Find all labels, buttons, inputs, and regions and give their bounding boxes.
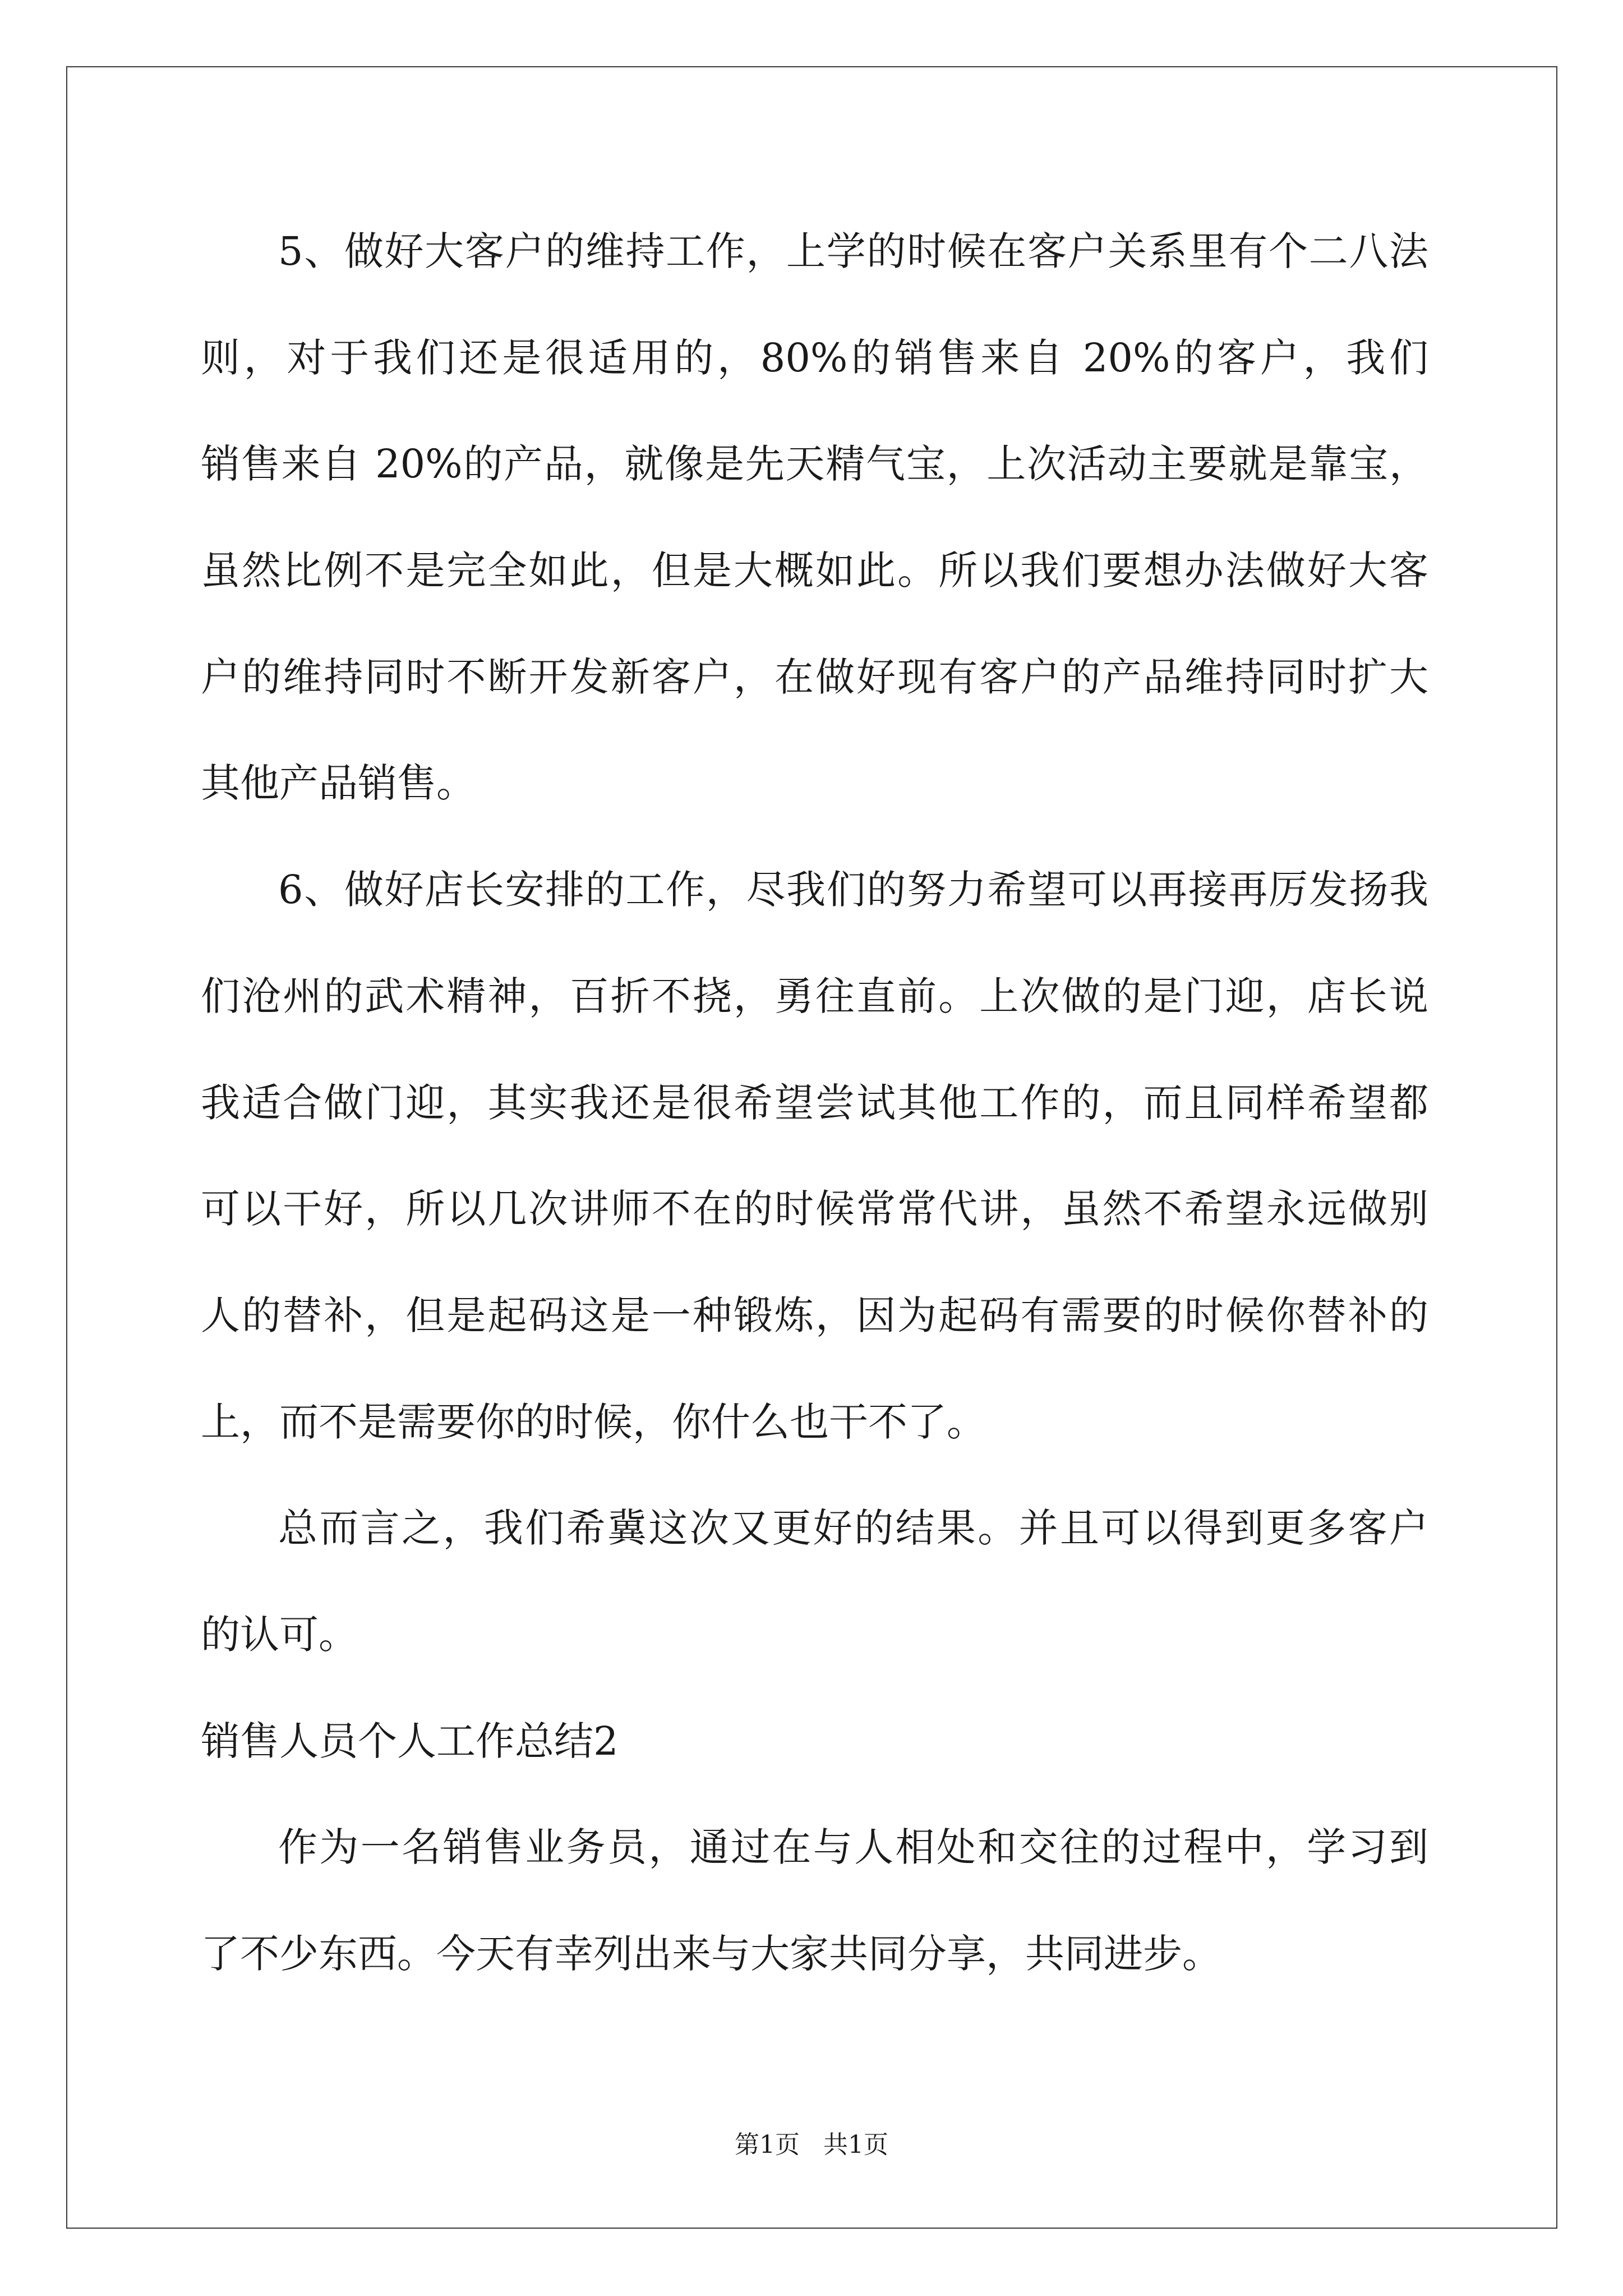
paragraph-line: 我适合做门迎，其实我还是很希望尝试其他工作的，而且同样希望都: [201, 1079, 1428, 1126]
paragraph-line: 了不少东西。今天有幸列出来与大家共同分享，共同进步。: [201, 1931, 1221, 1977]
paragraph-line: 作为一名销售业务员，通过在与人相处和交往的过程中，学习到: [278, 1824, 1428, 1871]
paragraph-line: 上，而不是需要你的时候，你什么也干不了。: [201, 1398, 986, 1445]
paragraph-line: 们沧州的武术精神，百折不挠，勇往直前。上次做的是门迎，店长说: [201, 973, 1428, 1019]
paragraph-line: 其他产品销售。: [201, 760, 476, 807]
paragraph-line: 6、做好店长安排的工作，尽我们的努力希望可以再接再厉发扬我: [278, 867, 1428, 913]
paragraph-line: 5、做好大客户的维持工作，上学的时候在客户关系里有个二八法: [278, 228, 1428, 274]
paragraph-line: 则，对于我们还是很适用的，80%的销售来自 20%的客户，我们: [201, 334, 1428, 381]
page-footer: 第1页 共1页: [735, 2131, 888, 2159]
paragraph-line: 人的替补，但是起码这是一种锻炼，因为起码有需要的时候你替补的: [201, 1292, 1428, 1338]
paragraph-line: 虽然比例不是完全如此，但是大概如此。所以我们要想办法做好大客: [201, 547, 1428, 594]
document-body: [201, 199, 1428, 2008]
paragraph-line: 的认可。: [201, 1611, 358, 1658]
paragraph-line: 户的维持同时不断开发新客户，在做好现有客户的产品维持同时扩大: [201, 654, 1428, 700]
section-heading: 销售人员个人工作总结2: [201, 1718, 619, 1764]
paragraph-line: 可以干好，所以几次讲师不在的时候常常代讲，虽然不希望永远做别: [201, 1186, 1428, 1232]
paragraph-line: 销售来自 20%的产品，就像是先天精气宝，上次活动主要就是靠宝，: [201, 441, 1428, 487]
paragraph-line: 总而言之，我们希冀这次又更好的结果。并且可以得到更多客户: [278, 1505, 1428, 1552]
